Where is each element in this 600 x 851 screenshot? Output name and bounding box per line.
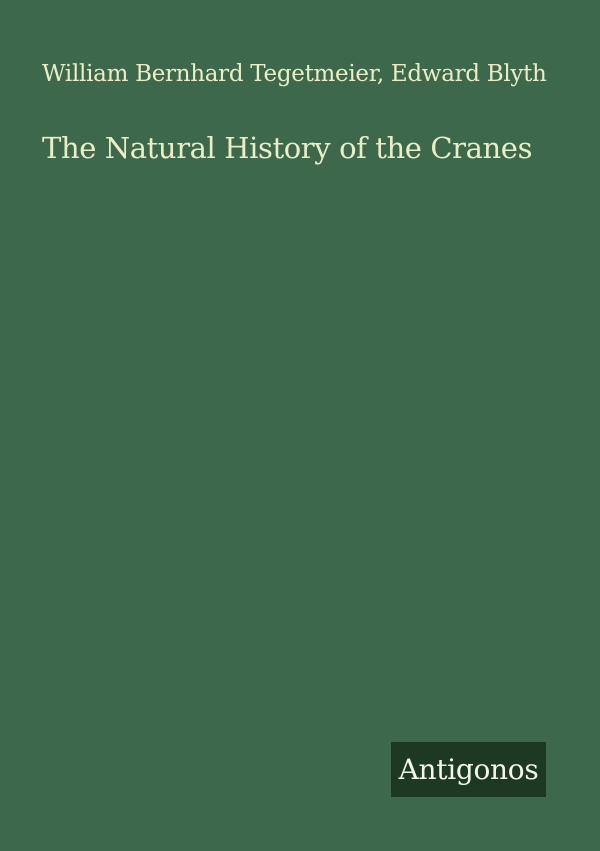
publisher-badge	[391, 742, 546, 797]
publisher-label: Antigonos	[398, 753, 539, 786]
author-line: William Bernhard Tegetmeier, Edward Blyth	[42, 61, 547, 87]
book-title: The Natural History of the Cranes	[42, 131, 533, 165]
